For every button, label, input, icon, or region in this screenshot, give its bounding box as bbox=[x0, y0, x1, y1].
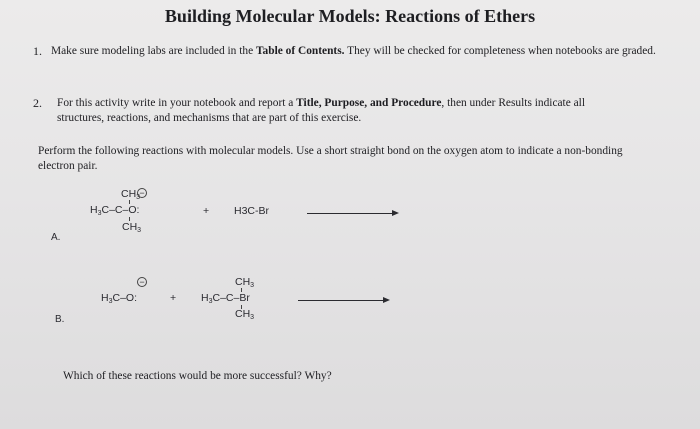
reaction-b-negative-charge: − bbox=[137, 277, 147, 287]
reaction-a-top-methyl: $CH_3$ bbox=[121, 188, 141, 201]
reaction-b-nucleophile: $H_3C-O$: bbox=[101, 292, 138, 305]
reaction-a-negative-charge: − bbox=[137, 188, 147, 198]
item-1-part-3: They will be checked for completeness when notebooks are graded. bbox=[344, 45, 656, 57]
item-2-part-2: Title, Purpose, and Procedure bbox=[296, 97, 442, 109]
reaction-b-arrow bbox=[298, 300, 384, 301]
reaction-a-label: A. bbox=[51, 232, 61, 243]
item-2-number: 2. bbox=[33, 96, 42, 110]
item-1-part-2: Table of Contents. bbox=[255, 45, 345, 57]
item-1-number: 1. bbox=[33, 44, 42, 58]
instruction-text: Perform the following reactions with molecular models. Use a short straight bond on the oxygen atom to indicate a non-bonding electron pair. bbox=[38, 145, 623, 172]
page-title: Building Molecular Models: Reactions of Ethers bbox=[164, 6, 536, 26]
reaction-a-plus: + bbox=[203, 205, 210, 217]
reaction-b-plus: + bbox=[170, 292, 177, 304]
question-text: Which of these reactions would be more successful? Why? bbox=[63, 370, 332, 382]
reaction-b-top-methyl: $CH_3$ bbox=[235, 276, 255, 289]
reaction-b-electrophile: $H_3C-C-Br$ bbox=[201, 292, 250, 305]
reaction-b-label: B. bbox=[55, 314, 65, 325]
reaction-a-electrophile: H3C-Br bbox=[234, 205, 270, 217]
reaction-b-bottom-methyl: $CH_3$ bbox=[235, 308, 255, 321]
reaction-a-arrow bbox=[307, 213, 393, 214]
item-2-part-1: For this activity write in your notebook and report a bbox=[57, 97, 297, 109]
reaction-a-nucleophile: $H_3C-C-O$: bbox=[90, 204, 140, 217]
item-2-text bbox=[57, 96, 617, 126]
item-1-text bbox=[51, 44, 676, 59]
reaction-a-bottom-methyl: $CH_3$ bbox=[122, 221, 142, 234]
item-2-part-3: , then under Results indicate all structures, reactions, and mechanisms that are part of this exercise. bbox=[57, 97, 586, 124]
item-1-part-1: Make sure modeling labs are included in the bbox=[51, 45, 256, 57]
